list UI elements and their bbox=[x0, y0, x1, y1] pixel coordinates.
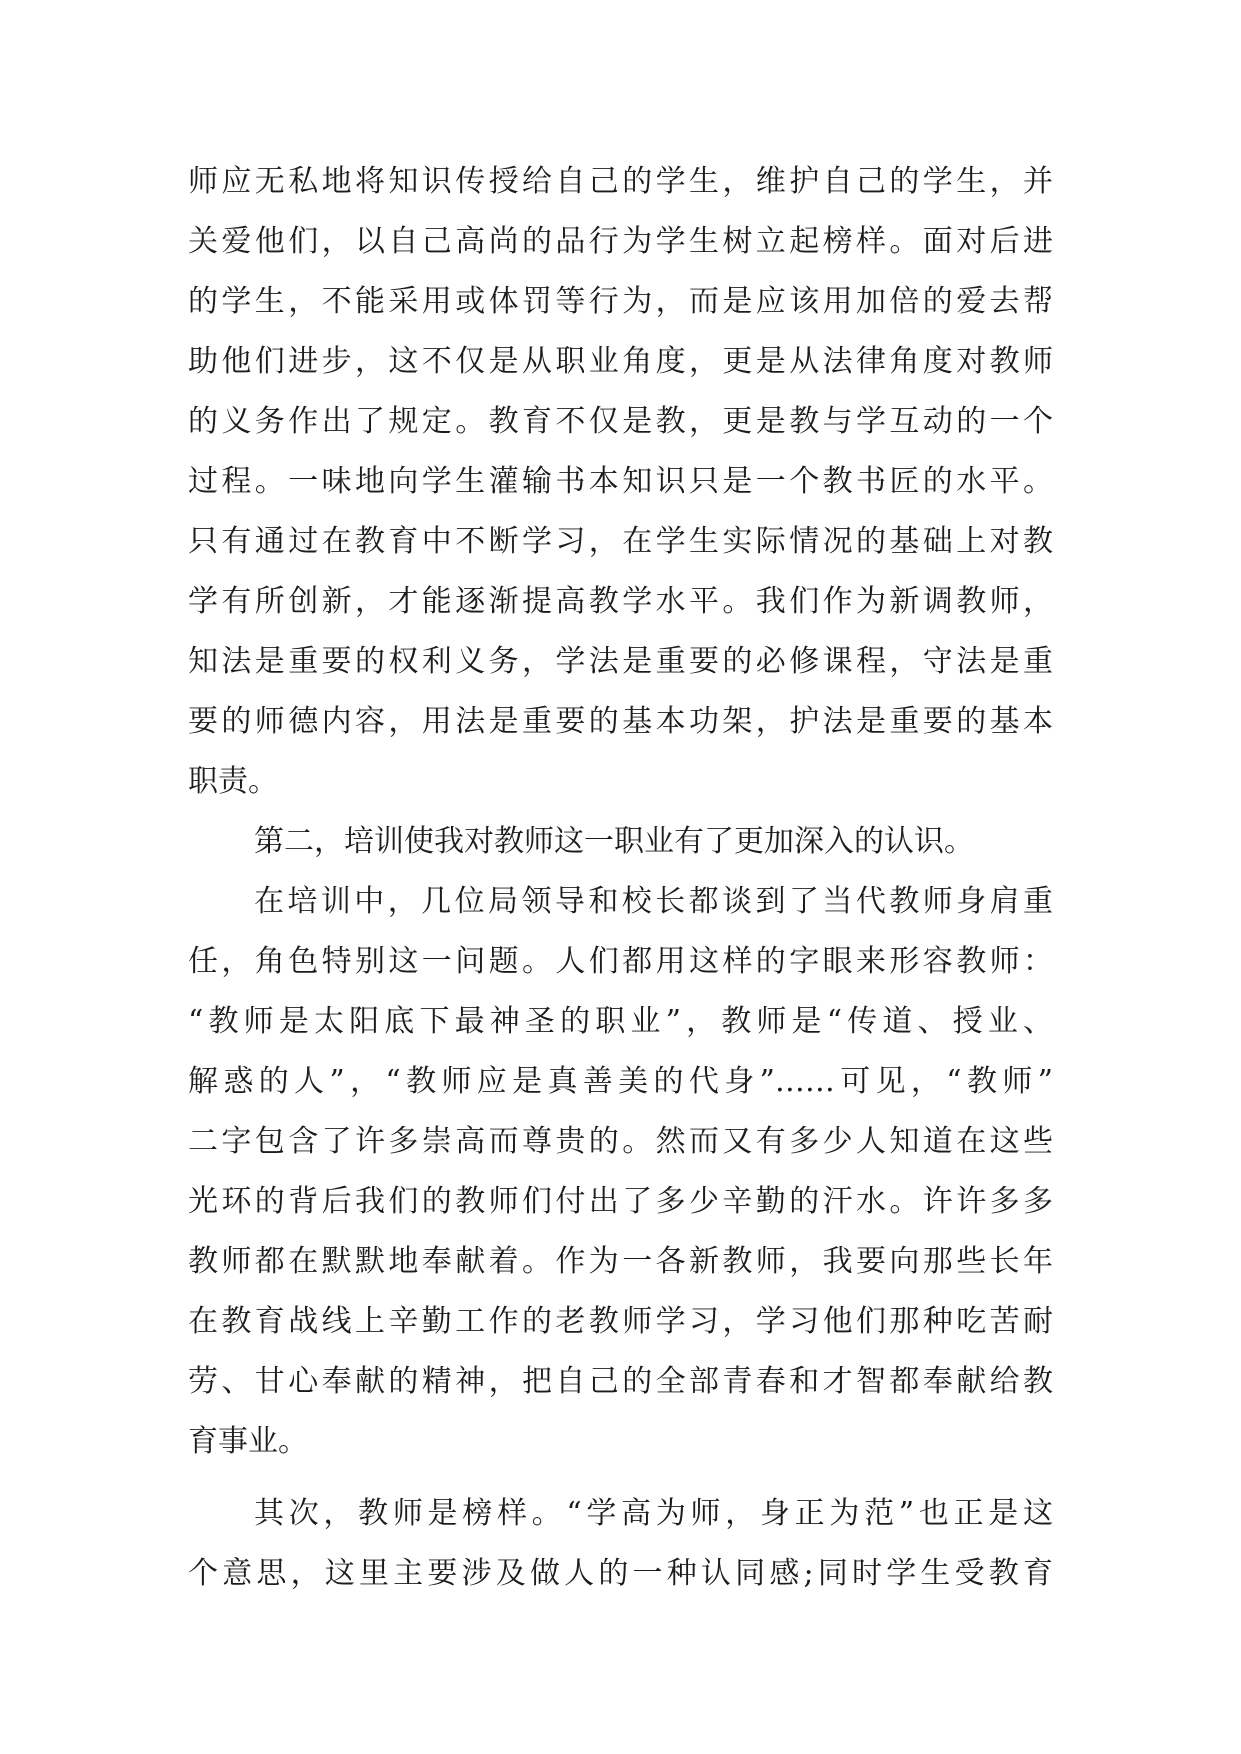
text-line: 在教育战线上辛勤工作的老教师学习，学习他们那种吃苦耐 bbox=[188, 1304, 1053, 1339]
text-line: 解惑的人”，“教师应是真善美的代身”……可见，“教师” bbox=[188, 1064, 1053, 1099]
text-line: 知法是重要的权利义务，学法是重要的必修课程，守法是重 bbox=[188, 644, 1053, 679]
text-line: 师应无私地将知识传授给自己的学生，维护自己的学生，并 bbox=[188, 164, 1053, 199]
paragraph bbox=[188, 152, 1053, 812]
text-line: “教师是太阳底下最神圣的职业”，教师是“传道、授业、 bbox=[188, 1004, 1053, 1039]
text-line: 只有通过在教育中不断学习，在学生实际情况的基础上对教 bbox=[188, 524, 1053, 559]
document-body bbox=[188, 152, 1053, 1604]
text-line: 在培训中，几位局领导和校长都谈到了当代教师身肩重 bbox=[254, 884, 1053, 919]
text-line: 关爱他们，以自己高尚的品行为学生树立起榜样。面对后进 bbox=[188, 224, 1053, 259]
text-line: 个意思，这里主要涉及做人的一种认同感;同时学生受教育 bbox=[188, 1556, 1053, 1591]
text-line: 劳、甘心奉献的精神，把自己的全部青春和才智都奉献给教 bbox=[188, 1364, 1053, 1399]
text-line: 的学生，不能采用或体罚等行为，而是应该用加倍的爱去帮 bbox=[188, 284, 1053, 319]
text-line: 的义务作出了规定。教育不仅是教，更是教与学互动的一个 bbox=[188, 404, 1053, 439]
text-line: 任，角色特别这一问题。人们都用这样的字眼来形容教师： bbox=[188, 944, 1053, 979]
paragraph bbox=[188, 812, 1053, 872]
text-line: 职责。 bbox=[188, 764, 278, 799]
text-line: 过程。一味地向学生灌输书本知识只是一个教书匠的水平。 bbox=[188, 464, 1053, 499]
text-line: 育事业。 bbox=[188, 1424, 308, 1459]
paragraph bbox=[188, 1484, 1053, 1604]
text-line: 教师都在默默地奉献着。作为一各新教师，我要向那些长年 bbox=[188, 1244, 1053, 1279]
text-line: 学有所创新，才能逐渐提高教学水平。我们作为新调教师， bbox=[188, 584, 1053, 619]
text-line: 助他们进步，这不仅是从职业角度，更是从法律角度对教师 bbox=[188, 344, 1053, 379]
text-line: 要的师德内容，用法是重要的基本功架，护法是重要的基本 bbox=[188, 704, 1053, 739]
paragraph bbox=[188, 872, 1053, 1472]
text-line: 二字包含了许多崇高而尊贵的。然而又有多少人知道在这些 bbox=[188, 1124, 1053, 1159]
text-line: 其次，教师是榜样。“学高为师，身正为范”也正是这 bbox=[254, 1496, 1053, 1531]
text-line: 光环的背后我们的教师们付出了多少辛勤的汗水。许许多多 bbox=[188, 1184, 1053, 1219]
text-line: 第二，培训使我对教师这一职业有了更加深入的认识。 bbox=[254, 824, 974, 859]
